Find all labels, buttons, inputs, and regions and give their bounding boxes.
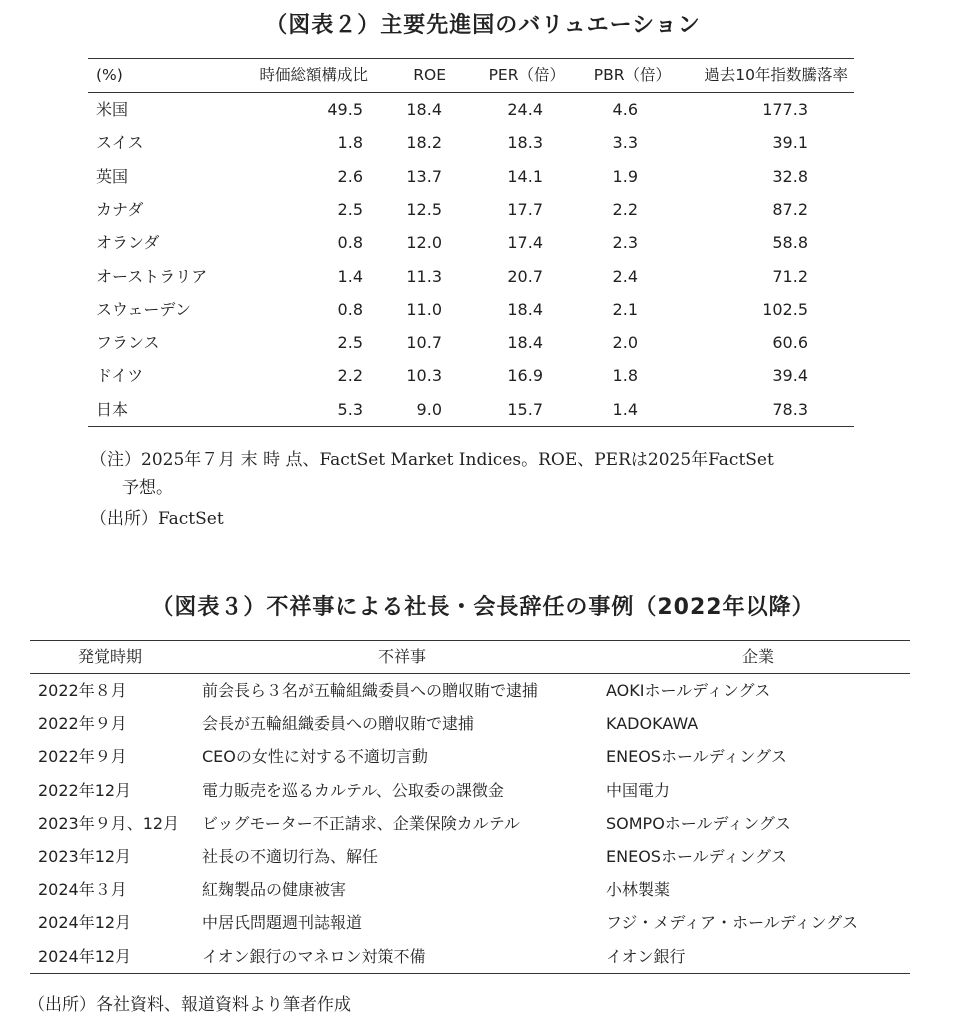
- table-row: [88, 126, 854, 159]
- pbr-value: 1.9: [612, 166, 638, 186]
- per-value: 18.3: [507, 133, 543, 153]
- ten-year-change: 78.3: [772, 399, 808, 419]
- country-name: フランス: [96, 333, 160, 353]
- market-cap-share: 2.5: [337, 199, 363, 219]
- roe-value: 11.3: [406, 266, 442, 286]
- country-name: オランダ: [96, 233, 160, 253]
- incident-text: 会長が五輪組織委員への贈収賄で逮捕: [202, 714, 475, 734]
- per-value: 20.7: [507, 266, 543, 286]
- table-row: [30, 807, 910, 840]
- per-value: 18.4: [507, 333, 543, 353]
- ten-year-change: 58.8: [772, 233, 808, 253]
- roe-value: 18.4: [406, 100, 442, 119]
- header-company: 企業: [741, 647, 774, 666]
- per-value: 24.4: [507, 100, 543, 119]
- pbr-value: 1.8: [612, 366, 638, 386]
- company-name: AOKIホールディングス: [606, 681, 771, 700]
- pbr-value: 2.4: [612, 266, 638, 286]
- header-per: PER（倍）: [488, 66, 565, 84]
- company-name: ENEOSホールディングス: [606, 747, 787, 767]
- ten-year-change: 39.1: [772, 133, 808, 153]
- table-row: [30, 707, 910, 740]
- pbr-value: 2.1: [612, 299, 638, 319]
- ten-year-change: 87.2: [772, 199, 808, 219]
- company-name: SOMPOホールディングス: [606, 813, 791, 833]
- figure2-title: （図表２）主要先進国のバリュエーション: [265, 13, 701, 38]
- table-bottom-rule: [88, 426, 854, 427]
- figure3-title: （図表３）不祥事による社長・会長辞任の事例（2022年以降）: [151, 595, 815, 620]
- country-name: 英国: [96, 166, 129, 186]
- table-row: [30, 940, 910, 973]
- incident-text: 中居氏問題週刊誌報道: [202, 913, 363, 933]
- header-date: 発覚時期: [77, 647, 142, 666]
- discovery-date: 2022年12月: [38, 780, 132, 800]
- table-row: [30, 674, 910, 707]
- roe-value: 12.5: [406, 199, 442, 219]
- country-name: スウェーデン: [96, 299, 192, 319]
- per-value: 16.9: [507, 366, 543, 386]
- company-name: フジ・メディア・ホールディングス: [606, 913, 859, 933]
- roe-value: 9.0: [416, 399, 442, 419]
- country-name: カナダ: [96, 199, 144, 219]
- company-name: KADOKAWA: [606, 714, 699, 734]
- pbr-value: 2.3: [612, 233, 638, 253]
- market-cap-share: 49.5: [327, 100, 363, 119]
- incident-text: 前会長ら３名が五輪組織委員への贈収賄で逮捕: [202, 681, 539, 700]
- incident-text: イオン銀行のマネロン対策不備: [202, 946, 426, 966]
- pbr-value: 1.4: [612, 399, 638, 419]
- figure2-source: （出所）FactSet: [90, 509, 224, 529]
- per-value: 17.4: [507, 233, 543, 253]
- ten-year-change: 60.6: [772, 333, 808, 353]
- figure2-note-line1: （注）2025年７月 末 時 点、FactSet Market Indices。ROE、PERは2025年FactSet: [90, 450, 774, 470]
- figure3-source: （出所）各社資料、報道資料より筆者作成: [28, 995, 351, 1015]
- header-10y-change: 過去10年指数騰落率: [704, 66, 848, 84]
- roe-value: 13.7: [406, 166, 442, 186]
- ten-year-change: 71.2: [772, 266, 808, 286]
- market-cap-share: 1.4: [337, 266, 363, 286]
- header-roe: ROE: [413, 66, 446, 84]
- pbr-value: 4.6: [612, 100, 638, 119]
- country-name: ドイツ: [96, 366, 144, 386]
- table-row: [30, 873, 910, 906]
- roe-value: 10.3: [406, 366, 442, 386]
- incident-text: 社長の不適切行為、解任: [202, 847, 379, 866]
- header-incident: 不祥事: [377, 647, 426, 666]
- header-market-cap: 時価総額構成比: [259, 66, 368, 84]
- discovery-date: 2024年12月: [38, 913, 132, 933]
- roe-value: 10.7: [406, 333, 442, 353]
- discovery-date: 2022年９月: [38, 714, 127, 734]
- table-bottom-rule: [30, 973, 910, 974]
- pbr-value: 2.0: [612, 333, 638, 353]
- pbr-value: 2.2: [612, 199, 638, 219]
- market-cap-share: 5.3: [337, 399, 363, 419]
- roe-value: 12.0: [406, 233, 442, 253]
- ten-year-change: 102.5: [762, 299, 808, 319]
- discovery-date: 2023年９月、12月: [38, 813, 180, 833]
- company-name: イオン銀行: [606, 946, 686, 966]
- table-row: [88, 193, 854, 226]
- country-name: 日本: [96, 399, 129, 419]
- per-value: 15.7: [507, 399, 543, 419]
- market-cap-share: 2.6: [337, 166, 363, 186]
- table-header-row: [88, 59, 854, 92]
- roe-value: 11.0: [406, 299, 442, 319]
- discovery-date: 2024年12月: [38, 946, 132, 966]
- country-name: オーストラリア: [96, 266, 208, 286]
- roe-value: 18.2: [406, 133, 442, 153]
- per-value: 17.7: [507, 199, 543, 219]
- table-row: [88, 260, 854, 293]
- figure2-note-line2: 予想。: [122, 478, 173, 498]
- country-name: スイス: [96, 133, 144, 153]
- incident-text: 紅麹製品の健康被害: [202, 880, 347, 900]
- table-row: [30, 774, 910, 807]
- table-header-row: [30, 640, 910, 673]
- table-row: [88, 393, 854, 426]
- header-unit: (%): [96, 66, 123, 84]
- incident-text: CEOの女性に対する不適切言動: [202, 747, 428, 767]
- table-row: [88, 93, 854, 126]
- country-name: 米国: [96, 100, 129, 119]
- table-row: [30, 906, 910, 939]
- incident-text: ビッグモーター不正請求、企業保険カルテル: [202, 813, 520, 833]
- discovery-date: 2024年３月: [38, 880, 127, 900]
- discovery-date: 2022年９月: [38, 747, 127, 767]
- table-row: [30, 840, 910, 873]
- table-row: [88, 160, 854, 193]
- discovery-date: 2023年12月: [38, 847, 132, 866]
- table-row: [88, 326, 854, 359]
- ten-year-change: 177.3: [762, 100, 808, 119]
- header-pbr: PBR（倍）: [593, 66, 671, 84]
- table-row: [88, 226, 854, 259]
- ten-year-change: 39.4: [772, 366, 808, 386]
- per-value: 18.4: [507, 299, 543, 319]
- market-cap-share: 2.2: [337, 366, 363, 386]
- market-cap-share: 0.8: [337, 233, 363, 253]
- company-name: 中国電力: [606, 780, 671, 800]
- market-cap-share: 0.8: [337, 299, 363, 319]
- per-value: 14.1: [507, 166, 543, 186]
- incident-text: 電力販売を巡るカルテル、公取委の課徴金: [202, 780, 504, 800]
- table-row: [88, 293, 854, 326]
- market-cap-share: 2.5: [337, 333, 363, 353]
- company-name: ENEOSホールディングス: [606, 847, 787, 866]
- discovery-date: 2022年８月: [38, 681, 127, 700]
- ten-year-change: 32.8: [772, 166, 808, 186]
- pbr-value: 3.3: [612, 133, 638, 153]
- table-row: [30, 740, 910, 773]
- company-name: 小林製薬: [606, 880, 671, 900]
- table-row: [88, 359, 854, 392]
- market-cap-share: 1.8: [337, 133, 363, 153]
